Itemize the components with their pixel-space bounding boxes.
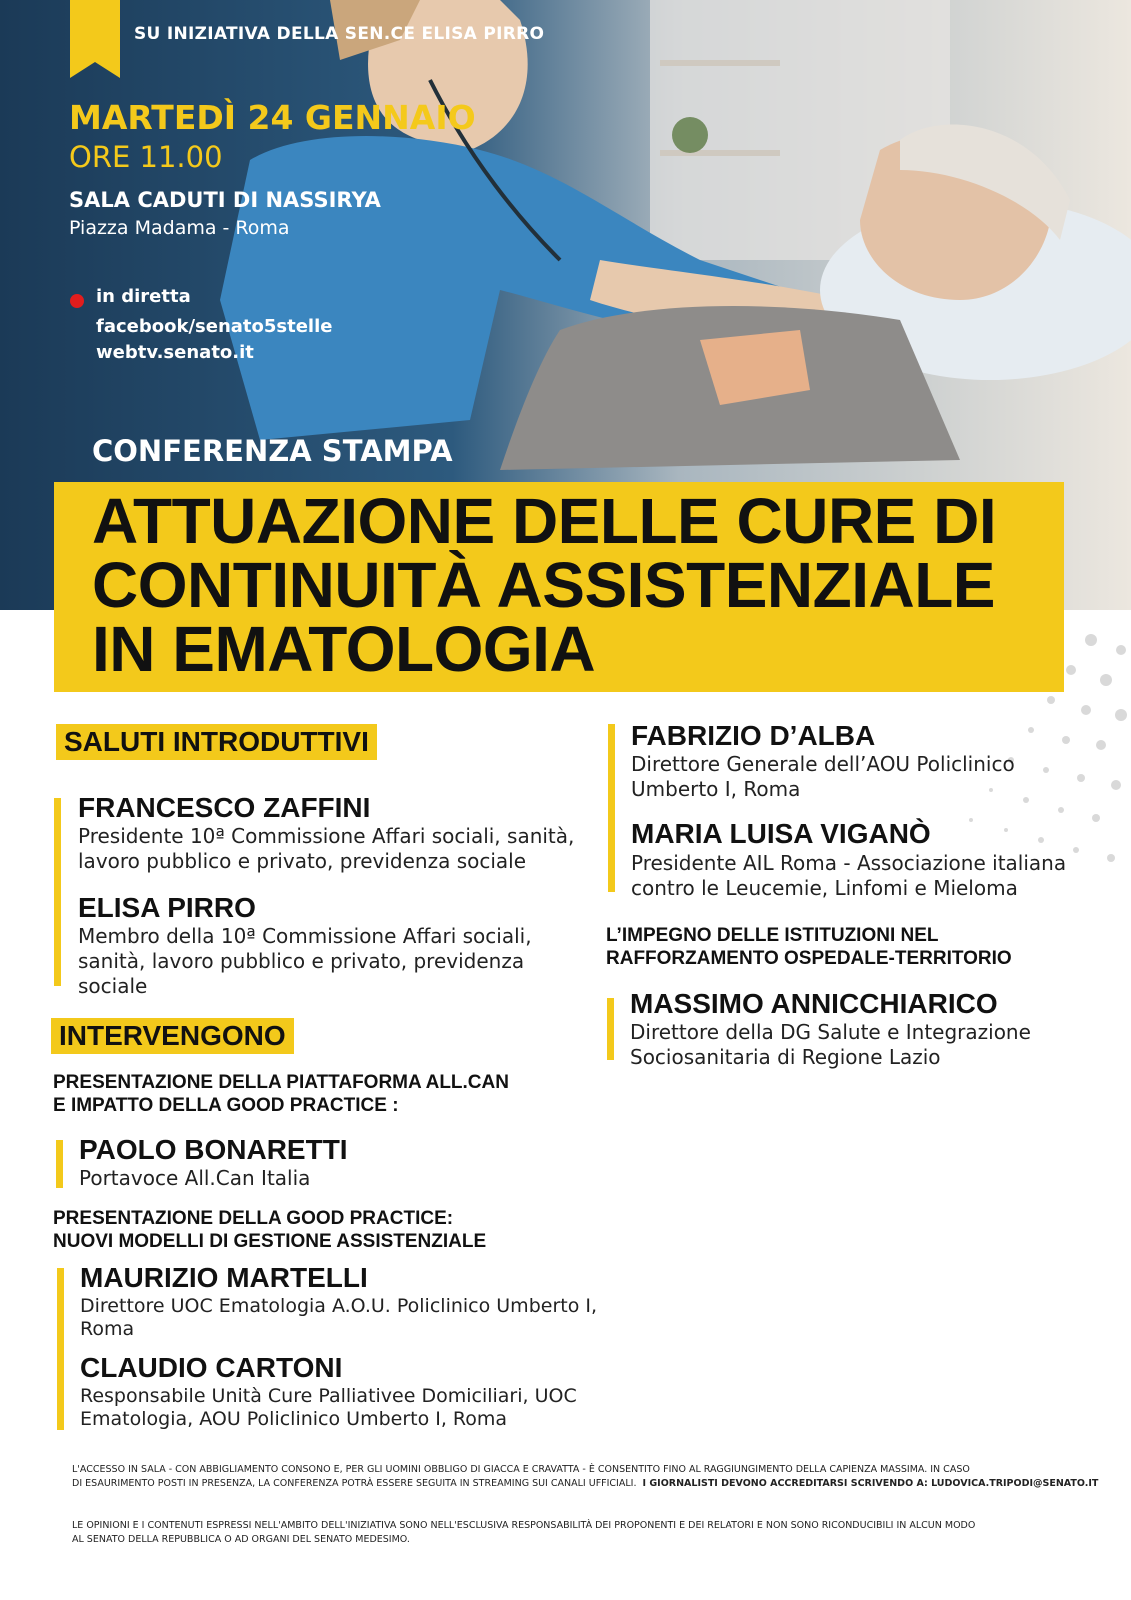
speaker-role-annicchiarico-1: Direttore della DG Salute e Integrazione: [630, 1020, 1031, 1044]
speaker-name-cartoni: CLAUDIO CARTONI: [80, 1352, 343, 1383]
accreditation-note: I GIORNALISTI DEVONO ACCREDITARSI SCRIVENDO A: LUDOVICA.TRIPODI@SENATO.IT: [642, 1478, 1099, 1489]
title-line-1: ATTUAZIONE DELLE CURE DI: [92, 485, 997, 557]
speaker-name-zaffini: FRANCESCO ZAFFINI: [78, 792, 371, 823]
speaker-name-bonaretti: PAOLO BONARETTI: [79, 1134, 348, 1165]
access-note-line-1: L'ACCESSO IN SALA - CON ABBIGLIAMENTO CONSONO E, PER GLI UOMINI OBBLIGO DI GIACCA E CRAVATTA - È CONSENTITO FINO AL RAGGIUNGIMENTO DELLA CAPIENZA MASSIMA. IN CASO: [72, 1464, 970, 1475]
title-line-2: CONTINUITÀ ASSISTENZIALE: [92, 549, 995, 621]
speaker-bar: [608, 724, 615, 892]
speaker-role-pirro-3: sociale: [78, 974, 148, 998]
speaker-role-dalba-1: Direttore Generale dell’AOU Policlinico: [631, 752, 1015, 776]
speaker-role-dalba-2: Umberto I, Roma: [631, 777, 801, 801]
event-venue: SALA CADUTI DI NASSIRYA: [69, 188, 381, 212]
live-label: in diretta: [96, 286, 191, 307]
topic-istituzioni-2: RAFFORZAMENTO OSPEDALE-TERRITORIO: [606, 948, 1012, 969]
speaker-role-pirro-1: Membro della 10ª Commissione Affari sociali,: [78, 924, 532, 948]
topic-istituzioni-1: L’IMPEGNO DELLE ISTITUZIONI NEL: [606, 925, 939, 946]
event-date: MARTEDÌ 24 GENNAIO: [69, 98, 476, 137]
live-dot-icon: [70, 294, 84, 308]
topic-allcan-1: PRESENTAZIONE DELLA PIATTAFORMA ALL.CAN: [53, 1072, 509, 1093]
title-line-3: IN EMATOLOGIA: [92, 613, 596, 685]
webtv-link[interactable]: webtv.senato.it: [96, 342, 254, 363]
speaker-name-martelli: MAURIZIO MARTELLI: [80, 1262, 368, 1293]
speaker-name-vigano: MARIA LUISA VIGANÒ: [631, 818, 931, 849]
speaker-bar: [607, 998, 614, 1060]
event-type: CONFERENZA STAMPA: [92, 434, 453, 468]
speaker-role-martelli-1: Direttore UOC Ematologia A.O.U. Policlinico Umberto I,: [80, 1295, 598, 1317]
speaker-name-annicchiarico: MASSIMO ANNICCHIARICO: [630, 988, 998, 1019]
speaker-role-vigano-2: contro le Leucemie, Linfomi e Mieloma: [631, 876, 1018, 900]
speaker-role-martelli-2: Roma: [80, 1318, 135, 1340]
speaker-role-zaffini-1: Presidente 10ª Commissione Affari sociali, sanità,: [78, 824, 575, 848]
speaker-bar: [56, 1140, 63, 1188]
bookmark-ribbon-icon: [70, 0, 120, 80]
section-saluti-label: SALUTI INTRODUTTIVI: [56, 724, 377, 760]
disclaimer-line-1: LE OPINIONI E I CONTENUTI ESPRESSI NELL'AMBITO DELL'INIZIATIVA SONO NELL'ESCLUSIVA RESPONSABILITÀ DEI PROPONENTI E DEI RELATORI E NON SONO RICONDUCIBILI IN ALCUN MODO: [72, 1520, 976, 1531]
event-address: Piazza Madama - Roma: [69, 217, 290, 239]
speaker-role-vigano-1: Presidente AIL Roma - Associazione italiana: [631, 851, 1067, 875]
speaker-role-pirro-2: sanità, lavoro pubblico e privato, previdenza: [78, 949, 525, 973]
topic-goodpractice-2: NUOVI MODELLI DI GESTIONE ASSISTENZIALE: [53, 1231, 487, 1252]
access-note-line-2: DI ESAURIMENTO POSTI IN PRESENZA, LA CONFERENZA POTRÀ ESSERE SEGUITA IN STREAMING SUI CANALI UFFICIALI. I GIORNALISTI DEVONO ACCREDITARSI SCRIVENDO A: LUDOVICA.TRIPODI@SENATO.IT: [72, 1478, 1099, 1489]
topic-goodpractice-1: PRESENTAZIONE DELLA GOOD PRACTICE:: [53, 1208, 454, 1229]
speaker-bar: [54, 798, 61, 986]
speaker-name-dalba: FABRIZIO D’ALBA: [631, 720, 876, 751]
facebook-link[interactable]: facebook/senato5stelle: [96, 316, 333, 337]
speaker-role-zaffini-2: lavoro pubblico e privato, previdenza sociale: [78, 849, 527, 873]
speaker-bar: [57, 1268, 64, 1430]
section-intervengono-label: INTERVENGONO: [51, 1018, 294, 1054]
disclaimer-line-2: AL SENATO DELLA REPUBBLICA O AD ORGANI DEL SENATO MEDESIMO.: [72, 1534, 410, 1545]
speaker-role-cartoni-1: Responsabile Unità Cure Palliativee Domiciliari, UOC: [80, 1385, 577, 1407]
speaker-name-pirro: ELISA PIRRO: [78, 892, 256, 923]
speaker-role-bonaretti: Portavoce All.Can Italia: [79, 1166, 311, 1190]
initiative-text: SU INIZIATIVA DELLA SEN.CE ELISA PIRRO: [134, 24, 545, 44]
event-time: ORE 11.00: [69, 140, 223, 174]
speaker-role-cartoni-2: Ematologia, AOU Policlinico Umberto I, Roma: [80, 1408, 508, 1430]
speaker-role-annicchiarico-2: Sociosanitaria di Regione Lazio: [630, 1045, 941, 1069]
topic-allcan-2: E IMPATTO DELLA GOOD PRACTICE :: [53, 1095, 399, 1116]
